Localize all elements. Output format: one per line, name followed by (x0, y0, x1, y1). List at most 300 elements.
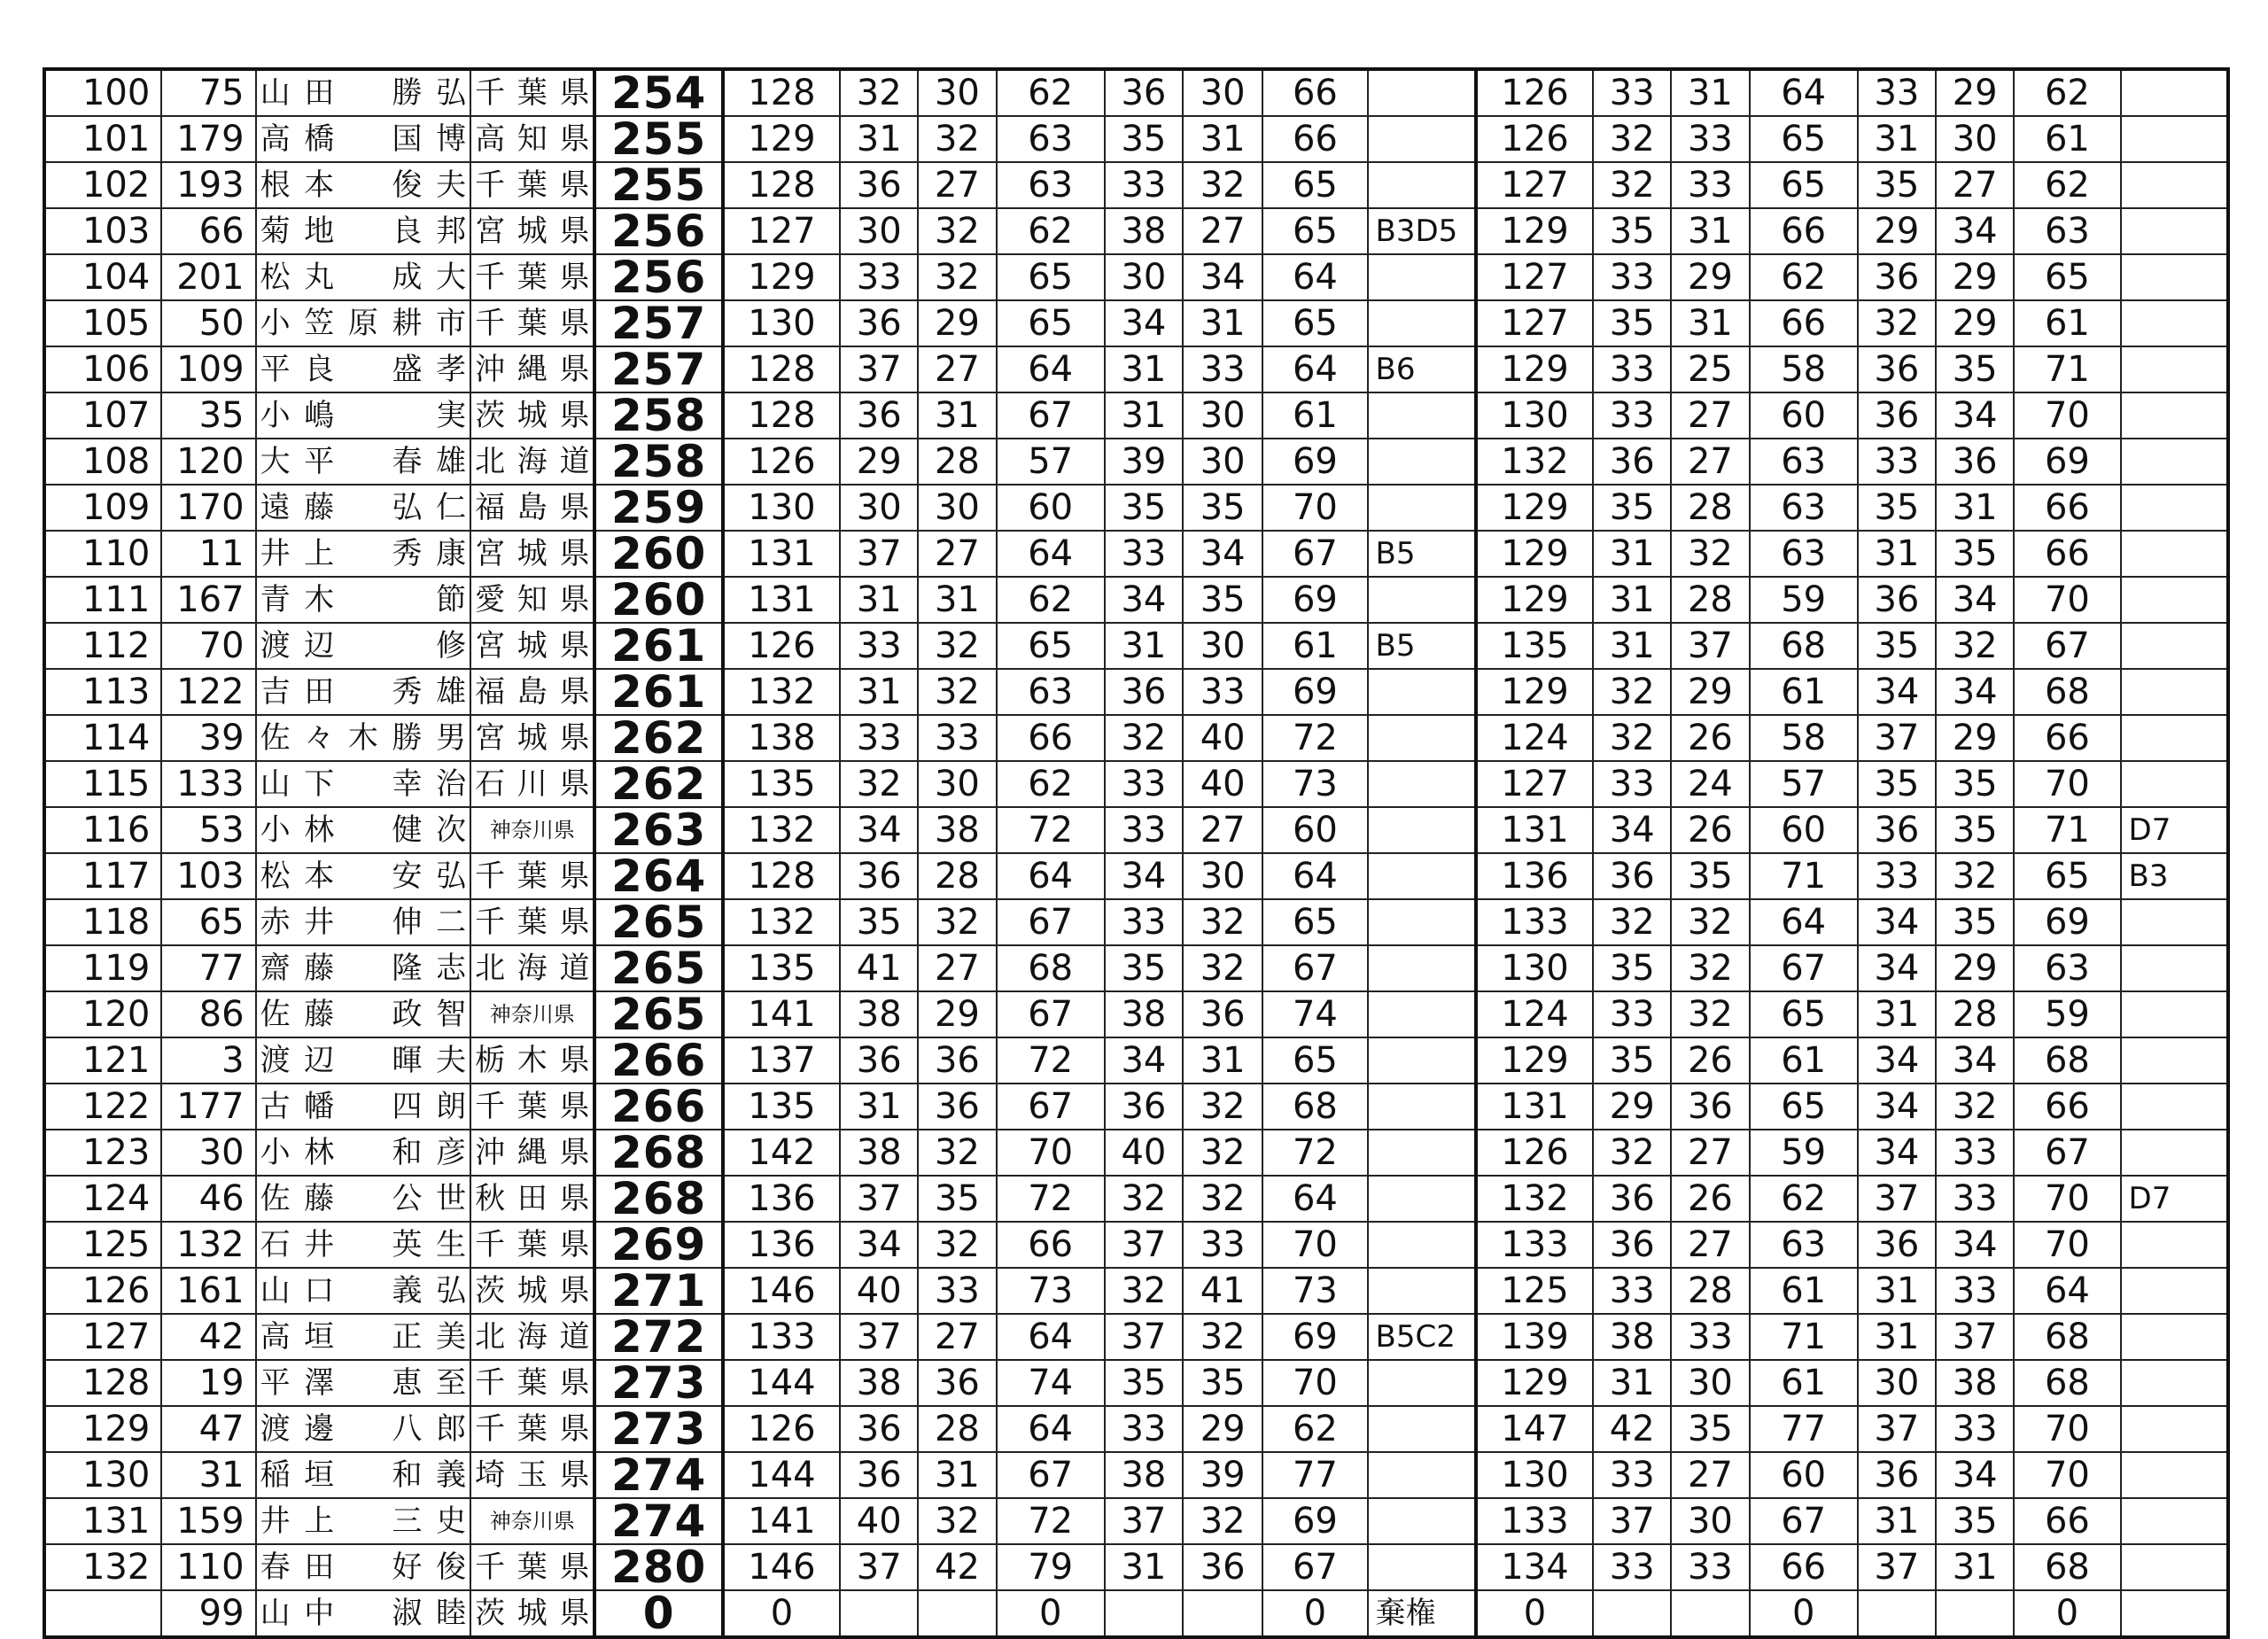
prefecture-cell: 秋田県 (470, 1176, 594, 1222)
round2-subtotal-cell: 66 (1750, 208, 1858, 254)
total-score-cell: 271 (594, 1268, 722, 1314)
round2-out-cell: 31 (1593, 531, 1671, 577)
round2-half2-subtotal-cell: 70 (2014, 1406, 2120, 1452)
table-row (44, 1130, 2228, 1176)
round2-subtotal-cell: 77 (1750, 1406, 1858, 1452)
round2-subtotal-cell: 65 (1750, 991, 1858, 1037)
player-number-cell: 39 (161, 715, 255, 761)
table-row (44, 991, 2228, 1037)
round2-note-cell (2121, 1452, 2228, 1498)
round1-total-cell: 129 (723, 116, 840, 162)
player-number-cell: 75 (161, 69, 255, 116)
round1-subtotal-cell: 64 (997, 853, 1105, 899)
total-score-cell: 280 (594, 1544, 722, 1590)
round2-in-cell: 27 (1671, 392, 1749, 439)
round1-half2-subtotal-cell: 70 (1262, 1222, 1367, 1268)
round1-half2-subtotal-cell: 65 (1262, 899, 1367, 945)
player-name-cell: 小林 和彦 (256, 1130, 471, 1176)
round1-half2-in-cell: 34 (1183, 531, 1262, 577)
round2-note-cell (2121, 1222, 2228, 1268)
round1-half2-in-cell: 36 (1183, 991, 1262, 1037)
player-number-cell: 159 (161, 1498, 255, 1544)
player-number-cell: 70 (161, 623, 255, 669)
rank-cell: 113 (44, 669, 161, 715)
round1-half2-in-cell: 32 (1183, 899, 1262, 945)
round2-half2-in-cell: 29 (1936, 69, 2014, 116)
round1-in-cell: 29 (918, 300, 996, 346)
round2-half2-subtotal-cell: 63 (2014, 945, 2120, 991)
total-score-cell: 265 (594, 899, 722, 945)
round1-half2-in-cell: 35 (1183, 577, 1262, 623)
round2-in-cell: 35 (1671, 853, 1749, 899)
round2-note-cell: D7 (2121, 807, 2228, 853)
round1-note-cell (1368, 1176, 1476, 1222)
round2-total-cell: 132 (1476, 439, 1593, 485)
round2-out-cell: 35 (1593, 945, 1671, 991)
round2-half2-out-cell: 36 (1858, 254, 1936, 300)
round1-out-cell: 32 (840, 761, 918, 807)
player-name-cell: 井上 三史 (256, 1498, 471, 1544)
round2-in-cell: 33 (1671, 1544, 1749, 1590)
round1-half2-subtotal-cell: 74 (1262, 991, 1367, 1037)
player-name-cell: 松丸 成大 (256, 254, 471, 300)
player-name-cell: 春田 好俊 (256, 1544, 471, 1590)
round1-note-cell (1368, 1360, 1476, 1406)
round1-subtotal-cell: 64 (997, 1406, 1105, 1452)
round2-total-cell: 129 (1476, 346, 1593, 392)
player-number-cell: 19 (161, 1360, 255, 1406)
round2-out-cell: 32 (1593, 669, 1671, 715)
round2-half2-in-cell: 34 (1936, 1037, 2014, 1084)
round1-in-cell: 31 (918, 577, 996, 623)
round2-out-cell: 34 (1593, 807, 1671, 853)
round2-out-cell: 31 (1593, 577, 1671, 623)
player-name-cell: 稲垣 和義 (256, 1452, 471, 1498)
round2-note-cell (2121, 439, 2228, 485)
round1-half2-out-cell: 38 (1105, 991, 1183, 1037)
prefecture-cell: 沖縄県 (470, 1130, 594, 1176)
round2-total-cell: 133 (1476, 1498, 1593, 1544)
round1-in-cell: 32 (918, 623, 996, 669)
total-score-cell: 264 (594, 853, 722, 899)
round1-out-cell: 40 (840, 1498, 918, 1544)
round1-subtotal-cell: 72 (997, 1037, 1105, 1084)
round2-half2-out-cell: 33 (1858, 439, 1936, 485)
round1-half2-out-cell: 37 (1105, 1222, 1183, 1268)
player-number-cell: 65 (161, 899, 255, 945)
round2-out-cell: 32 (1593, 1130, 1671, 1176)
player-number-cell: 109 (161, 346, 255, 392)
round1-total-cell: 128 (723, 853, 840, 899)
round2-half2-subtotal-cell: 66 (2014, 715, 2120, 761)
round1-out-cell: 38 (840, 991, 918, 1037)
rank-cell: 111 (44, 577, 161, 623)
round1-half2-subtotal-cell: 66 (1262, 69, 1367, 116)
round2-out-cell: 33 (1593, 1268, 1671, 1314)
player-name-cell: 渡辺 暉夫 (256, 1037, 471, 1084)
round1-half2-in-cell: 32 (1183, 1130, 1262, 1176)
results-table (43, 67, 2230, 1639)
player-number-cell: 179 (161, 116, 255, 162)
rank-cell: 117 (44, 853, 161, 899)
round1-half2-in-cell: 29 (1183, 1406, 1262, 1452)
round2-in-cell: 33 (1671, 162, 1749, 208)
round1-out-cell: 40 (840, 1268, 918, 1314)
round1-half2-subtotal-cell: 65 (1262, 300, 1367, 346)
round2-out-cell: 33 (1593, 991, 1671, 1037)
table-row (44, 392, 2228, 439)
round1-subtotal-cell: 0 (997, 1590, 1105, 1637)
player-name-cell: 井上 秀康 (256, 531, 471, 577)
round2-half2-out-cell: 34 (1858, 1037, 1936, 1084)
round1-subtotal-cell: 72 (997, 1176, 1105, 1222)
round1-half2-subtotal-cell: 62 (1262, 1406, 1367, 1452)
round1-out-cell: 29 (840, 439, 918, 485)
round1-subtotal-cell: 67 (997, 1452, 1105, 1498)
round2-out-cell: 33 (1593, 69, 1671, 116)
table-row (44, 669, 2228, 715)
round1-subtotal-cell: 63 (997, 116, 1105, 162)
player-name-cell: 大平 春雄 (256, 439, 471, 485)
round2-subtotal-cell: 64 (1750, 899, 1858, 945)
round1-note-cell (1368, 1544, 1476, 1590)
round2-half2-subtotal-cell: 59 (2014, 991, 2120, 1037)
round2-half2-subtotal-cell: 69 (2014, 899, 2120, 945)
prefecture-cell: 埼玉県 (470, 1452, 594, 1498)
round2-half2-subtotal-cell: 61 (2014, 116, 2120, 162)
round2-note-cell (2121, 761, 2228, 807)
player-name-cell: 渡辺 修 (256, 623, 471, 669)
round1-subtotal-cell: 63 (997, 669, 1105, 715)
round2-in-cell: 35 (1671, 1406, 1749, 1452)
round2-total-cell: 134 (1476, 1544, 1593, 1590)
table-row (44, 1268, 2228, 1314)
round1-half2-subtotal-cell: 72 (1262, 715, 1367, 761)
round1-half2-subtotal-cell: 77 (1262, 1452, 1367, 1498)
round2-half2-out-cell: 29 (1858, 208, 1936, 254)
player-number-cell: 167 (161, 577, 255, 623)
round2-out-cell: 36 (1593, 439, 1671, 485)
round1-note-cell (1368, 715, 1476, 761)
round2-subtotal-cell: 65 (1750, 1084, 1858, 1130)
round2-half2-out-cell: 35 (1858, 162, 1936, 208)
round1-half2-out-cell: 36 (1105, 669, 1183, 715)
rank-cell: 112 (44, 623, 161, 669)
round2-half2-in-cell: 28 (1936, 991, 2014, 1037)
round2-half2-in-cell: 35 (1936, 1498, 2014, 1544)
round2-half2-subtotal-cell: 64 (2014, 1268, 2120, 1314)
round1-half2-out-cell: 31 (1105, 346, 1183, 392)
round2-in-cell: 28 (1671, 485, 1749, 531)
round1-total-cell: 132 (723, 669, 840, 715)
round2-half2-in-cell: 33 (1936, 1406, 2014, 1452)
round2-half2-out-cell: 35 (1858, 761, 1936, 807)
table-row (44, 853, 2228, 899)
round2-total-cell: 135 (1476, 623, 1593, 669)
round1-in-cell: 30 (918, 761, 996, 807)
round2-total-cell: 131 (1476, 1084, 1593, 1130)
round1-subtotal-cell: 66 (997, 1222, 1105, 1268)
round2-total-cell: 136 (1476, 853, 1593, 899)
total-score-cell: 256 (594, 254, 722, 300)
round1-total-cell: 146 (723, 1544, 840, 1590)
round1-subtotal-cell: 68 (997, 945, 1105, 991)
round2-note-cell (2121, 346, 2228, 392)
rank-cell: 104 (44, 254, 161, 300)
round1-half2-subtotal-cell: 65 (1262, 1037, 1367, 1084)
table-row (44, 254, 2228, 300)
round1-out-cell: 38 (840, 1360, 918, 1406)
round2-note-cell (2121, 1084, 2228, 1130)
round2-half2-out-cell: 34 (1858, 1084, 1936, 1130)
prefecture-cell: 神奈川県 (470, 807, 594, 853)
prefecture-cell: 千葉県 (470, 300, 594, 346)
total-score-cell: 262 (594, 761, 722, 807)
rank-cell: 126 (44, 1268, 161, 1314)
round2-half2-out-cell: 31 (1858, 531, 1936, 577)
prefecture-cell: 千葉県 (470, 1544, 594, 1590)
player-name-cell: 小林 健次 (256, 807, 471, 853)
round2-subtotal-cell: 63 (1750, 485, 1858, 531)
round1-half2-out-cell: 33 (1105, 1406, 1183, 1452)
round1-in-cell: 36 (918, 1084, 996, 1130)
round2-half2-out-cell: 37 (1858, 1176, 1936, 1222)
player-number-cell: 77 (161, 945, 255, 991)
total-score-cell: 269 (594, 1222, 722, 1268)
round2-subtotal-cell: 0 (1750, 1590, 1858, 1637)
player-number-cell: 42 (161, 1314, 255, 1360)
round2-total-cell: 127 (1476, 761, 1593, 807)
round2-half2-out-cell: 36 (1858, 577, 1936, 623)
table-row (44, 1084, 2228, 1130)
rank-cell: 108 (44, 439, 161, 485)
table-row (44, 761, 2228, 807)
round2-half2-out-cell: 33 (1858, 69, 1936, 116)
round2-in-cell: 26 (1671, 807, 1749, 853)
round1-total-cell: 144 (723, 1360, 840, 1406)
total-score-cell: 265 (594, 945, 722, 991)
table-row (44, 162, 2228, 208)
round2-half2-subtotal-cell: 70 (2014, 577, 2120, 623)
round2-half2-in-cell: 32 (1936, 1084, 2014, 1130)
round2-subtotal-cell: 62 (1750, 1176, 1858, 1222)
round2-half2-subtotal-cell: 65 (2014, 254, 2120, 300)
rank-cell: 118 (44, 899, 161, 945)
player-name-cell: 佐藤 政智 (256, 991, 471, 1037)
player-number-cell: 86 (161, 991, 255, 1037)
round2-half2-subtotal-cell: 70 (2014, 1452, 2120, 1498)
player-number-cell: 30 (161, 1130, 255, 1176)
round1-note-cell: 棄権 (1368, 1590, 1476, 1637)
round2-note-cell (2121, 162, 2228, 208)
player-number-cell: 11 (161, 531, 255, 577)
round1-subtotal-cell: 72 (997, 1498, 1105, 1544)
round1-half2-subtotal-cell: 67 (1262, 1544, 1367, 1590)
round1-note-cell (1368, 392, 1476, 439)
round2-total-cell: 129 (1476, 1037, 1593, 1084)
round2-out-cell: 35 (1593, 208, 1671, 254)
round1-note-cell (1368, 669, 1476, 715)
player-name-cell: 平良 盛孝 (256, 346, 471, 392)
round1-in-cell: 33 (918, 715, 996, 761)
round2-out-cell: 36 (1593, 853, 1671, 899)
round1-in-cell: 35 (918, 1176, 996, 1222)
round1-out-cell: 37 (840, 346, 918, 392)
round1-subtotal-cell: 73 (997, 1268, 1105, 1314)
round1-out-cell: 31 (840, 1084, 918, 1130)
round1-total-cell: 144 (723, 1452, 840, 1498)
round2-subtotal-cell: 61 (1750, 1037, 1858, 1084)
round2-half2-subtotal-cell: 62 (2014, 162, 2120, 208)
round1-half2-subtotal-cell: 70 (1262, 485, 1367, 531)
round2-note-cell (2121, 669, 2228, 715)
round2-in-cell: 26 (1671, 1037, 1749, 1084)
round1-half2-in-cell: 32 (1183, 1498, 1262, 1544)
total-score-cell: 260 (594, 531, 722, 577)
round1-total-cell: 0 (723, 1590, 840, 1637)
prefecture-cell: 千葉県 (470, 1084, 594, 1130)
rank-cell: 115 (44, 761, 161, 807)
rank-cell: 102 (44, 162, 161, 208)
round2-in-cell: 30 (1671, 1498, 1749, 1544)
round1-half2-in-cell: 41 (1183, 1268, 1262, 1314)
round1-half2-in-cell: 36 (1183, 1544, 1262, 1590)
round2-out-cell: 33 (1593, 346, 1671, 392)
round2-in-cell: 29 (1671, 669, 1749, 715)
round1-total-cell: 146 (723, 1268, 840, 1314)
round1-note-cell (1368, 116, 1476, 162)
round1-half2-in-cell: 32 (1183, 1176, 1262, 1222)
round1-note-cell (1368, 577, 1476, 623)
table-row (44, 1176, 2228, 1222)
round1-in-cell: 32 (918, 116, 996, 162)
round2-half2-in-cell: 31 (1936, 485, 2014, 531)
round2-note-cell (2121, 531, 2228, 577)
round1-in-cell: 32 (918, 1222, 996, 1268)
rank-cell: 119 (44, 945, 161, 991)
round1-half2-out-cell: 40 (1105, 1130, 1183, 1176)
round2-subtotal-cell: 67 (1750, 1498, 1858, 1544)
round1-total-cell: 136 (723, 1222, 840, 1268)
round1-in-cell: 31 (918, 1452, 996, 1498)
round1-half2-subtotal-cell: 73 (1262, 761, 1367, 807)
round1-half2-out-cell: 33 (1105, 807, 1183, 853)
round2-half2-subtotal-cell: 71 (2014, 807, 2120, 853)
round2-half2-subtotal-cell: 68 (2014, 669, 2120, 715)
rank-cell: 110 (44, 531, 161, 577)
round2-total-cell: 126 (1476, 69, 1593, 116)
round2-subtotal-cell: 58 (1750, 715, 1858, 761)
total-score-cell: 258 (594, 392, 722, 439)
round2-subtotal-cell: 71 (1750, 853, 1858, 899)
round2-note-cell (2121, 945, 2228, 991)
round2-half2-in-cell: 34 (1936, 577, 2014, 623)
round1-half2-out-cell: 35 (1105, 485, 1183, 531)
prefecture-cell: 神奈川県 (470, 991, 594, 1037)
rank-cell: 120 (44, 991, 161, 1037)
rank-cell: 116 (44, 807, 161, 853)
round1-out-cell: 36 (840, 162, 918, 208)
prefecture-cell: 千葉県 (470, 1360, 594, 1406)
round1-half2-in-cell: 27 (1183, 807, 1262, 853)
round1-in-cell: 42 (918, 1544, 996, 1590)
round1-subtotal-cell: 65 (997, 623, 1105, 669)
round2-in-cell (1671, 1590, 1749, 1637)
round1-half2-out-cell: 34 (1105, 1037, 1183, 1084)
player-name-cell: 齋藤 隆志 (256, 945, 471, 991)
round2-subtotal-cell: 60 (1750, 392, 1858, 439)
round1-half2-subtotal-cell: 60 (1262, 807, 1367, 853)
total-score-cell: 261 (594, 669, 722, 715)
round2-total-cell: 129 (1476, 1360, 1593, 1406)
round2-note-cell: B3 (2121, 853, 2228, 899)
round1-half2-out-cell: 32 (1105, 1176, 1183, 1222)
round2-half2-out-cell: 34 (1858, 899, 1936, 945)
total-score-cell: 257 (594, 300, 722, 346)
round1-half2-subtotal-cell: 66 (1262, 116, 1367, 162)
round2-out-cell: 33 (1593, 1452, 1671, 1498)
total-score-cell: 255 (594, 116, 722, 162)
player-name-cell: 渡邊 八郎 (256, 1406, 471, 1452)
round1-half2-out-cell: 34 (1105, 577, 1183, 623)
player-name-cell: 平澤 恵至 (256, 1360, 471, 1406)
round1-subtotal-cell: 67 (997, 392, 1105, 439)
round1-in-cell: 30 (918, 69, 996, 116)
player-number-cell: 122 (161, 669, 255, 715)
round2-half2-out-cell: 36 (1858, 1452, 1936, 1498)
total-score-cell: 258 (594, 439, 722, 485)
table-row (44, 1037, 2228, 1084)
round1-half2-subtotal-cell: 64 (1262, 1176, 1367, 1222)
round2-total-cell: 130 (1476, 945, 1593, 991)
round1-half2-in-cell: 30 (1183, 392, 1262, 439)
table-row (44, 346, 2228, 392)
round1-total-cell: 128 (723, 69, 840, 116)
round1-total-cell: 135 (723, 945, 840, 991)
prefecture-cell: 宮城県 (470, 531, 594, 577)
prefecture-cell: 福島県 (470, 485, 594, 531)
round2-half2-out-cell: 37 (1858, 1406, 1936, 1452)
round2-total-cell: 0 (1476, 1590, 1593, 1637)
round2-out-cell: 35 (1593, 1037, 1671, 1084)
round2-half2-out-cell: 35 (1858, 485, 1936, 531)
table-row (44, 116, 2228, 162)
round2-total-cell: 125 (1476, 1268, 1593, 1314)
round2-in-cell: 31 (1671, 300, 1749, 346)
round2-half2-subtotal-cell: 70 (2014, 392, 2120, 439)
round1-half2-in-cell: 34 (1183, 254, 1262, 300)
prefecture-cell: 茨城県 (470, 1590, 594, 1637)
round1-out-cell: 37 (840, 1544, 918, 1590)
round1-half2-out-cell: 35 (1105, 1360, 1183, 1406)
round2-total-cell: 133 (1476, 1222, 1593, 1268)
round1-total-cell: 129 (723, 254, 840, 300)
round1-in-cell: 32 (918, 208, 996, 254)
round2-in-cell: 32 (1671, 945, 1749, 991)
round1-subtotal-cell: 67 (997, 1084, 1105, 1130)
round1-subtotal-cell: 67 (997, 899, 1105, 945)
round1-total-cell: 126 (723, 439, 840, 485)
round1-total-cell: 138 (723, 715, 840, 761)
round1-out-cell: 33 (840, 254, 918, 300)
round2-half2-in-cell: 35 (1936, 899, 2014, 945)
rank-cell: 124 (44, 1176, 161, 1222)
round2-total-cell: 129 (1476, 577, 1593, 623)
rank-cell: 129 (44, 1406, 161, 1452)
rank-cell (44, 1590, 161, 1637)
round1-half2-in-cell (1183, 1590, 1262, 1637)
round1-half2-in-cell: 40 (1183, 761, 1262, 807)
